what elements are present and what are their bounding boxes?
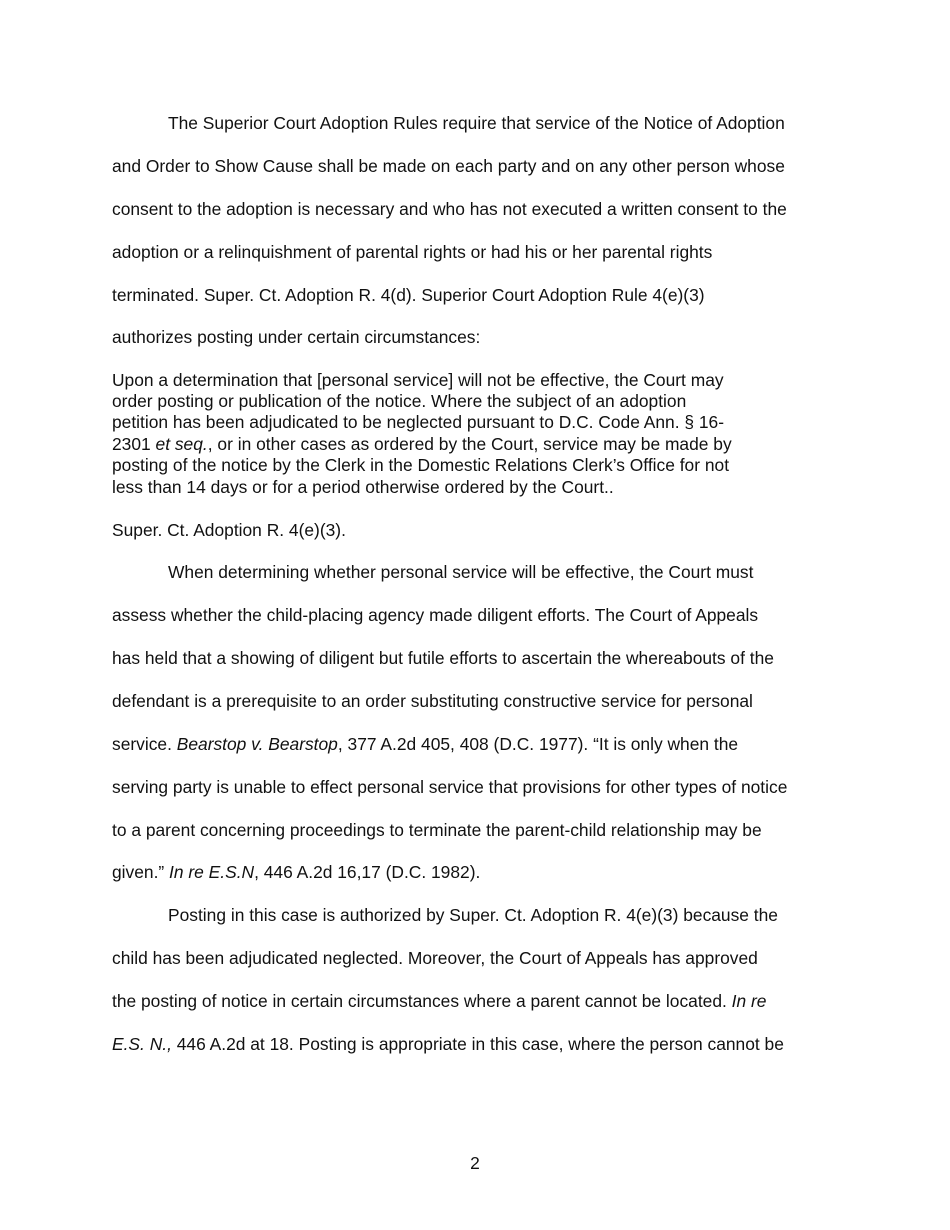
para2-line-3: has held that a showing of diligent but futile efforts to ascertain the whereabouts of the — [112, 648, 774, 668]
para2-line-6: serving party is unable to effect personal service that provisions for other types of notice — [112, 777, 788, 797]
quote-line-1: Upon a determination that [personal service] will not be effective, the Court may — [112, 370, 724, 390]
case-name-bearstop: Bearstop v. Bearstop — [176, 734, 338, 754]
quote-line-2: order posting or publication of the notice. Where the subject of an adoption — [112, 391, 687, 411]
para2-line-7: to a parent concerning proceedings to terminate the parent-child relationship may be — [112, 820, 762, 840]
case-name-esn: In re E.S.N — [169, 862, 255, 882]
para3-line-4-end: 446 A.2d at 18. Posting is appropriate in this case, where the person cannot be — [171, 1034, 784, 1054]
para2-line-5-start: service. — [112, 734, 177, 754]
para3-line-2: child has been adjudicated neglected. Moreover, the Court of Appeals has approved — [112, 948, 758, 968]
para3-line-1: Posting in this case is authorized by Super. Ct. Adoption R. 4(e)(3) because the — [168, 905, 778, 925]
para2-line-8-end: , 446 A.2d 16,17 (D.C. 1982). — [254, 862, 481, 882]
quote-line-6: less than 14 days or for a period otherwise ordered by the Court.. — [112, 477, 614, 497]
para2-line-8-start: given.” — [112, 862, 170, 882]
para2-line-2: assess whether the child-placing agency made diligent efforts. The Court of Appeals — [112, 605, 759, 625]
quote-line-4-end: , or in other cases as ordered by the Court, service may be made by — [207, 434, 732, 454]
quote-line-3: petition has been adjudicated to be neglected pursuant to D.C. Code Ann. § 16- — [112, 412, 725, 432]
para1-line-1: The Superior Court Adoption Rules require that service of the Notice of Adoption — [168, 113, 785, 133]
para1-line-4: adoption or a relinquishment of parental rights or had his or her parental rights — [112, 242, 713, 262]
page-number: 2 — [470, 1153, 480, 1173]
quote-citation: Super. Ct. Adoption R. 4(e)(3). — [112, 520, 346, 540]
para3-line-3 — [112, 991, 766, 1011]
quote-et-seq: et seq. — [155, 434, 208, 454]
para3-line-3-start: the posting of notice in certain circumstances where a parent cannot be located. — [112, 991, 732, 1011]
para1-line-5: terminated. Super. Ct. Adoption R. 4(d). Superior Court Adoption Rule 4(e)(3) — [112, 285, 705, 305]
quote-line-4 — [112, 434, 732, 455]
para2-line-5-end: , 377 A.2d 405, 408 (D.C. 1977). “It is only when the — [337, 734, 739, 754]
para2-line-1: When determining whether personal service will be effective, the Court must — [168, 562, 754, 582]
para3-line-4 — [112, 1034, 784, 1054]
quote-line-5: posting of the notice by the Clerk in the Domestic Relations Clerk’s Office for not — [112, 455, 730, 475]
quote-line-4-start: 2301 — [112, 434, 156, 454]
case-name-in-re: In re — [731, 991, 767, 1011]
para1-line-6: authorizes posting under certain circumstances: — [112, 327, 481, 347]
para2-line-8 — [112, 862, 480, 882]
para2-line-4: defendant is a prerequisite to an order substituting constructive service for personal — [112, 691, 753, 711]
para2-line-5 — [112, 734, 738, 754]
case-name-esn-2: E.S. N., — [112, 1034, 172, 1054]
para1-line-2: and Order to Show Cause shall be made on each party and on any other person whose — [112, 156, 785, 176]
para1-line-3: consent to the adoption is necessary and who has not executed a written consent to the — [112, 199, 787, 219]
